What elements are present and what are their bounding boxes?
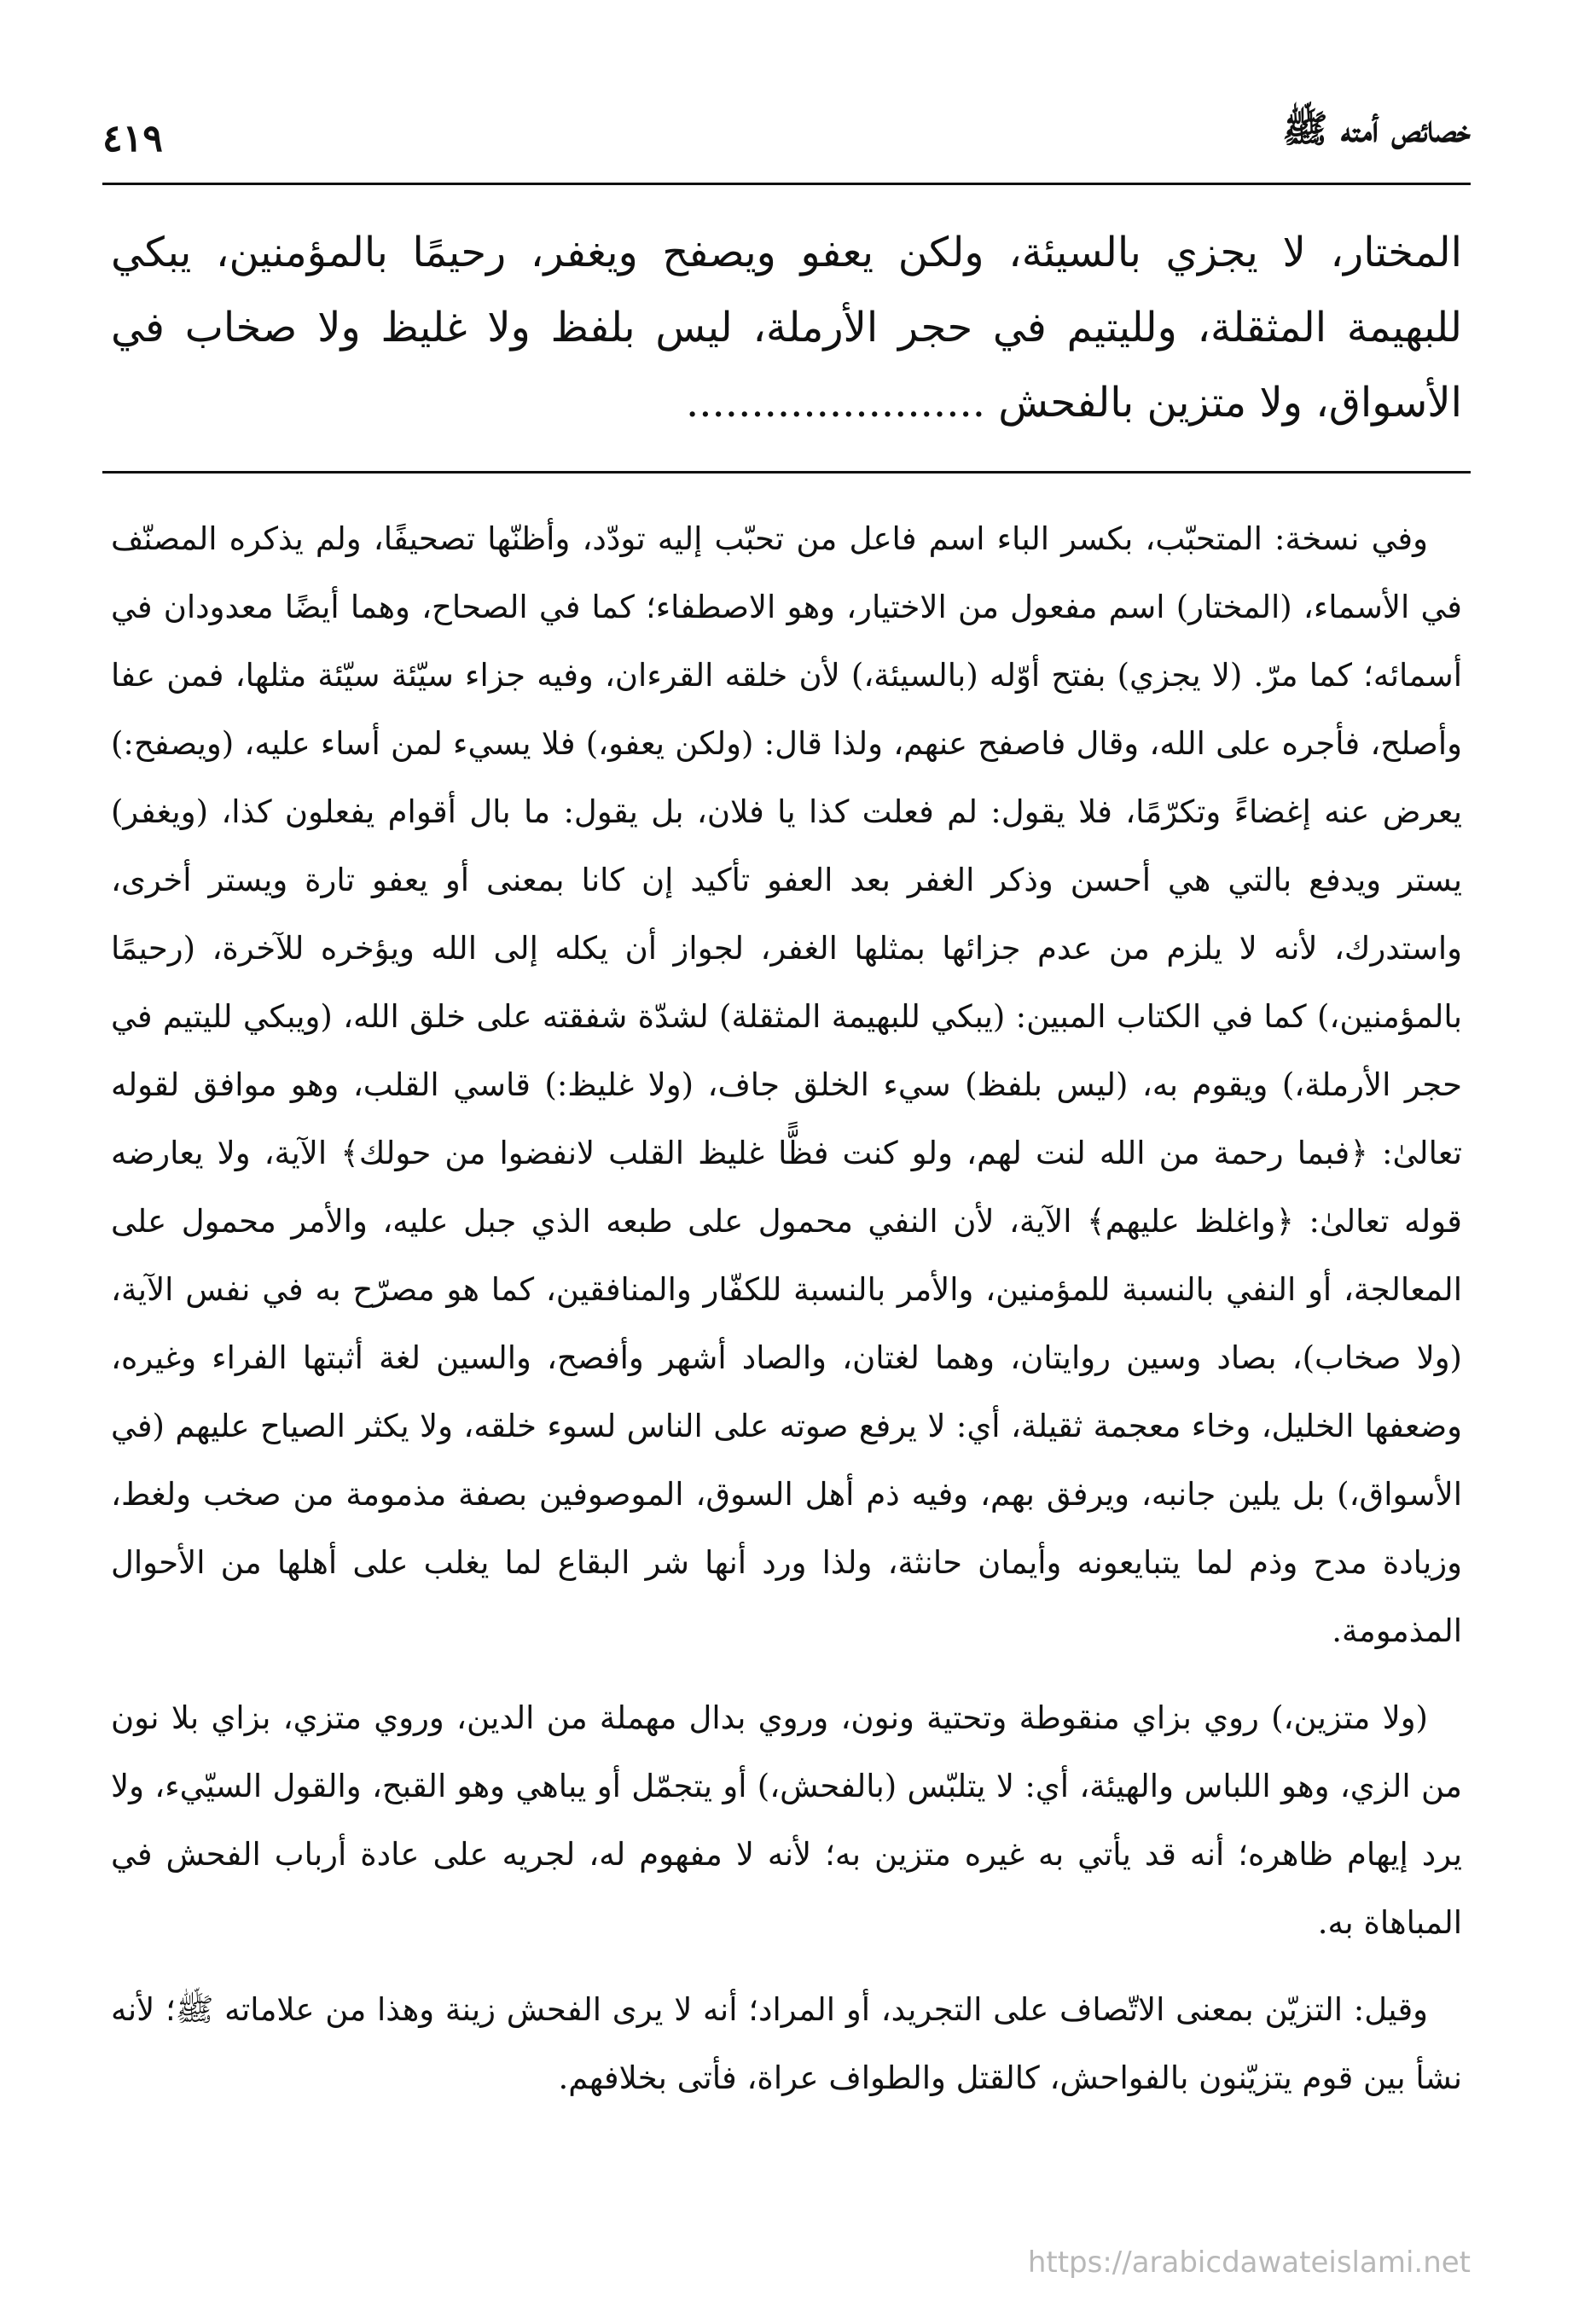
commentary-paragraph-1: وفي نسخة: المتحبّب، بكسر الباء اسم فاعل من تحبّب إليه تودّد، وأظنّها تصحيفًا، ولم يذكره المصنّف في الأسماء، (المختار) اسم مفعول من الاختيار، وهو الاصطفاء؛ كما في الصحاح، وهما أيضًا معدودان في أسمائه؛ كما مرّ. (لا يجزي) بفتح أوّله (بالسيئة،) لأن خلقه القرءان، وفيه جزاء سيّئة سيّئة مثلها، فمن عفا وأصلح، فأجره على الله، وقال فاصفح عنهم، ولذا قال: (ولكن يعفو،) فلا يسيء لمن أساء عليه، (ويصفح:) يعرض عنه إغضاءً وتكرّمًا، فلا يقول: لم فعلت كذا يا فلان، بل يقول: ما بال أقوام يفعلون كذا، (ويغفر) يستر ويدفع بالتي هي أحسن وذكر الغفر بعد العفو تأكيد إن كانا بمعنى أو يعفو تارة ويستر أخرى، واستدرك، لأنه لا يلزم من عدم جزائها بمثلها الغفر، لجواز أن يكله إلى الله ويؤخره للآخرة، (رحيمًا بالمؤمنين،) كما في الكتاب المبين: (يبكي للبهيمة المثقلة) لشدّة شفقته على خلق الله، (ويبكي لليتيم في حجر الأرملة،) ويقوم به، (ليس بلفظ) سيء الخلق جاف، (ولا غليظ:) قاسي القلب، وهو موافق لقوله تعالىٰ: ﴿فبما رحمة من الله لنت لهم، ولو كنت فظًّا غليظ القلب لانفضوا من حولك﴾ الآية، ولا يعارضه قوله تعالىٰ: ﴿واغلظ عليهم﴾ الآية، لأن النفي محمول على طبعه الذي جبل عليه، والأمر محمول على المعالجة، أو النفي بالنسبة للمؤمنين، والأمر بالنسبة للكفّار والمنافقين، كما هو مصرّح به في نفس الآية، (ولا صخاب)، بصاد وسين روايتان، وهما لغتان، والصاد أشهر وأفصح، والسين لغة أثبتها الفراء وغيره، وضعفها الخليل، وخاء معجمة ثقيلة، أي: لا يرفع صوته على الناس لسوء خلقه، ولا يكثر الصياح عليهم (في الأسواق،) بل يلين جانبه، ويرفق بهم، وفيه ذم أهل السوق، الموصوفين بصفة مذمومة من صخب ولغط، وزيادة مدح وذم لما يتبايعونه وأيمان حانثة، ولذا ورد أنها شر البقاع لما يغلب على أهلها من الأحوال المذمومة.: [111, 520, 1462, 1649]
main-text: [111, 215, 1462, 440]
separator-rule: [102, 471, 1471, 474]
watermark-url: https://arabicdawateislami.net: [1027, 2246, 1471, 2280]
main-text-paragraph: المختار، لا يجزي بالسيئة، ولكن يعفو ويصفح ويغفر، رحيمًا بالمؤمنين، يبكي للبهيمة المثقلة، ولليتيم في حجر الأرملة، ليس بلفظ ولا غليظ ولا صخاب في الأسواق، ولا متزين بالفحش .......................: [111, 229, 1462, 427]
page-number: ٤١٩: [102, 117, 163, 160]
commentary: [111, 505, 1462, 2131]
page-header: [102, 101, 1471, 160]
header-rule: [102, 183, 1471, 185]
commentary-paragraph-2: (ولا متزين،) روي بزاي منقوطة وتحتية ونون، وروي بدال مهملة من الدين، وروي متزي، بزاي بلا نون من الزي، وهو اللباس والهيئة، أي: لا يتلبّس (بالفحش،) أو يتجمّل أو يباهي وهو القبح، والقول السيّيء، ولا يرد إيهام ظاهره؛ أنه قد يأتي به غيره متزين به؛ لأنه لا مفهوم له، لجريه على عادة أرباب الفحش في المباهاة به.: [111, 1699, 1462, 1941]
commentary-paragraph-3: وقيل: التزيّن بمعنى الاتّصاف على التجريد، أو المراد؛ أنه لا يرى الفحش زينة وهذا من علاماته ﷺ؛ لأنه نشأ بين قوم يتزيّنون بالفواحش، كالقتل والطواف عراة، فأتى بخلافهم.: [111, 1991, 1462, 2096]
running-title: خصائص أمته ﷺ: [1282, 107, 1471, 151]
